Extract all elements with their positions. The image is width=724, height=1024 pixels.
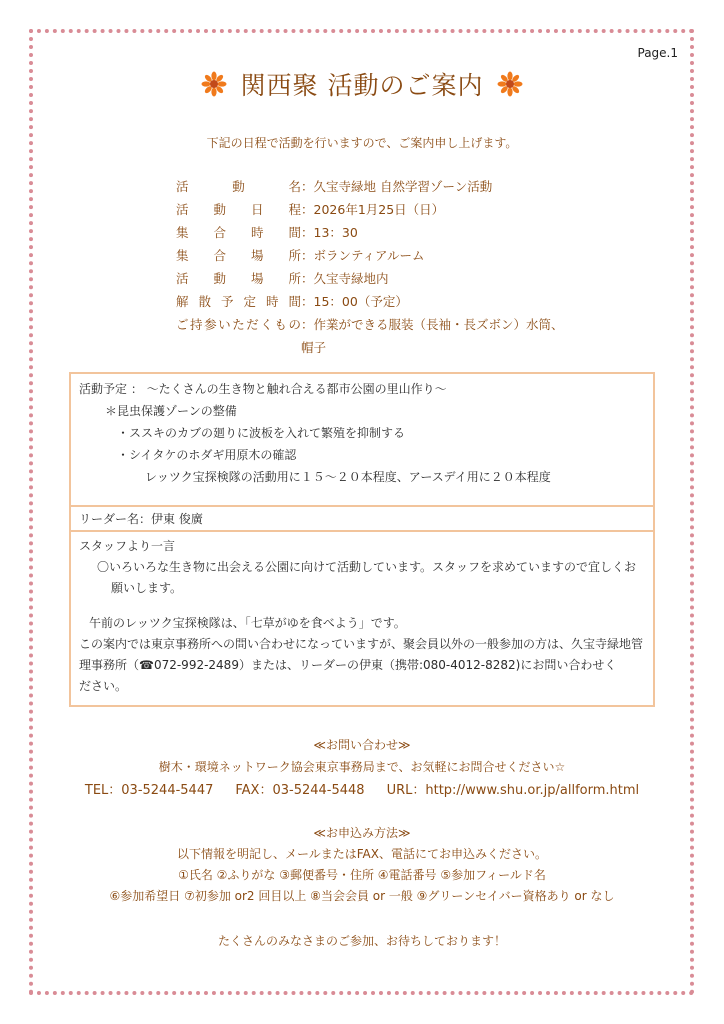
flower-icon [497, 71, 523, 97]
plan-heading: 活動予定 ： ～たくさんの生き物と触れ合える都市公園の里山作り～ [79, 382, 447, 396]
detail-value: 久宝寺緑地内 [313, 271, 389, 286]
detail-value: 久宝寺緑地 自然学習ゾーン活動 [313, 179, 493, 194]
contact-heading: ≪お問い合わせ≫ [313, 738, 411, 752]
leader-box [69, 507, 655, 532]
staff-heading: スタッフより一言 [79, 539, 176, 553]
page-number: Page.1 [637, 46, 678, 60]
contact-url[interactable]: URL：http://www.shu.or.jp/allform.html [386, 783, 640, 798]
title-text: 関西聚 活動のご案内 [240, 71, 484, 100]
apply-items: ⑥参加希望日 ⑦初参加 or2 回目以上 ⑧当会会員 or 一般 ⑨グリーンセイバー資格あり or なし [109, 889, 615, 903]
event-details [176, 176, 564, 360]
staff-message: 午前のレッツク宝探検隊は、「七草がゆを食べよう」です。 [89, 616, 406, 630]
detail-row-date: 活動日程：2026年1月25日（日） [176, 199, 564, 222]
detail-label: ご持参いただくもの [176, 317, 301, 332]
closing-message: たくさんのみなさまのご参加、お待ちしております！ [217, 934, 506, 948]
leader-name: リーダー名：伊東 俊廣 [79, 512, 203, 526]
detail-row-dismissal: 解散予定時間：15：00（予定） [176, 291, 564, 314]
detail-row-place: 活動場所：久宝寺緑地内 [176, 268, 564, 291]
detail-row-bring: ご持参いただくもの：作業ができる服装（長袖・長ズボン）水筒、 [176, 314, 564, 337]
staff-message-box [69, 530, 655, 707]
detail-value: 13：30 [313, 225, 358, 240]
apply-items: ①氏名 ②ふりがな ③郵便番号・住所 ④電話番号 ⑤参加フィールド名 [178, 868, 546, 882]
detail-value: ボランティアルーム [313, 248, 425, 263]
contact-tel: TEL：03-5244-5447 [84, 783, 214, 798]
detail-label: 解散予定時間 [176, 294, 301, 309]
staff-message: 〇いろいろな生き物に出会える公園に向けて活動しています。スタッフを求めていますので宜しくお [97, 560, 637, 574]
detail-value: 帽子 [301, 340, 327, 355]
plan-item: ・シイタケのホダギ用原木の確認 [117, 448, 297, 462]
page-title [0, 66, 724, 102]
detail-value: 15：00（予定） [313, 294, 408, 309]
apply-heading: ≪お申込み方法≫ [313, 826, 411, 840]
contact-org: 樹木・環境ネットワーク協会東京事務局まで、お気軽にお問合せください☆ [158, 760, 566, 774]
detail-label: 活動日程 [176, 202, 301, 217]
staff-message: 理事務所（☎072-992-2489）または、リーダーの伊東（携帯:080-4012-8282)にお問い合わせく [79, 658, 617, 672]
detail-label: 集合場所 [176, 248, 301, 263]
detail-value: 作業ができる服装（長袖・長ズボン）水筒、 [313, 317, 564, 332]
apply-text: 以下情報を明記し、メールまたはFAX、電話にてお申込みください。 [177, 847, 547, 861]
detail-row-bring-cont [176, 337, 564, 360]
detail-value: 2026年1月25日（日） [313, 202, 445, 217]
intro-text: 下記の日程で活動を行いますので、ご案内申し上げます。 [206, 136, 518, 150]
plan-item: ＊昆虫保護ゾーンの整備 [105, 404, 237, 418]
detail-row-meet-time: 集合時間：13：30 [176, 222, 564, 245]
detail-row-meet-place: 集合場所：ボランティアルーム [176, 245, 564, 268]
detail-row-name: 活動名：久宝寺緑地 自然学習ゾーン活動 [176, 176, 564, 199]
detail-label: 集合時間 [176, 225, 301, 240]
detail-label: 活動場所 [176, 271, 301, 286]
staff-message: ださい。 [79, 679, 128, 693]
detail-label: 活動名 [176, 179, 301, 194]
staff-message: 願いします。 [111, 581, 183, 595]
plan-item: ・ススキのカブの廻りに波板を入れて繁殖を抑制する [117, 426, 406, 440]
activity-plan-box [69, 372, 655, 507]
contact-numbers [0, 779, 724, 798]
staff-message: この案内では東京事務所への問い合わせになっていますが、聚会員以外の一般参加の方は、久宝寺緑地管 [79, 637, 644, 651]
plan-item: レッツク宝探検隊の活動用に１５～２０本程度、アースデイ用に２０本程度 [145, 470, 551, 484]
flower-icon [201, 71, 227, 97]
contact-fax: FAX：03-5244-5448 [235, 783, 365, 798]
